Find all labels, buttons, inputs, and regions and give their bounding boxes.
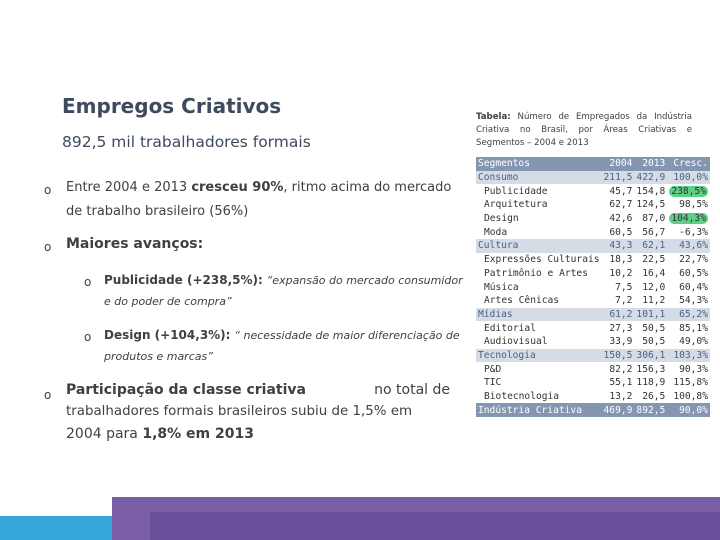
row-value: 103,3% — [667, 349, 710, 363]
header-cell: 2004 — [602, 157, 635, 171]
header-cell: Segmentos — [476, 157, 602, 171]
row-value: 45,7 — [602, 184, 635, 198]
table-row — [476, 212, 710, 226]
row-value: 22,5 — [634, 253, 667, 267]
table-row — [476, 267, 710, 281]
row-value: 12,0 — [634, 280, 667, 294]
table-row — [476, 376, 710, 390]
bullet-1-post: , ritmo acima do mercado — [283, 180, 452, 195]
row-label: Consumo — [476, 171, 602, 185]
row-label: Patrimônio e Artes — [476, 267, 602, 281]
caption-text: Número de Empregados da Indústria Criativa no Brasil, por Áreas Criativas e Segmentos – 2004 e 2013 — [476, 112, 692, 148]
row-value: 33,9 — [602, 335, 635, 349]
highlight-badge: 238,5% — [671, 185, 706, 197]
row-value: 118,9 — [636, 377, 666, 389]
row-value: 82,2 — [602, 362, 635, 376]
highlight-badge: 104,3% — [671, 213, 706, 225]
row-value: 469,9 — [603, 404, 633, 416]
row-value: 101,1 — [636, 308, 666, 320]
row-value: 156,3 — [636, 363, 666, 375]
row-value: -6,3% — [667, 225, 710, 239]
bullet-3-line3-pre: 2004 para — [66, 426, 138, 442]
row-value: 60,4% — [667, 280, 710, 294]
header-cell: Cresc. — [667, 157, 710, 171]
row-value: 50,5 — [634, 321, 667, 335]
sub-bullet-1-bold: Publicidade (+238,5%): — [104, 273, 263, 287]
row-label: Editorial — [476, 321, 602, 335]
row-label: Cultura — [476, 239, 602, 253]
row-value: 49,0% — [667, 335, 710, 349]
table-row — [476, 335, 710, 349]
sub-bullet-1-italic: “expansão do mercado consumidor — [266, 274, 463, 287]
bullet-marker: o — [84, 330, 92, 344]
row-label: Artes Cênicas — [476, 294, 602, 308]
bullet-2: Maiores avanços: — [66, 236, 204, 252]
row-value: 115,8% — [667, 376, 710, 390]
bullet-3 — [66, 378, 450, 402]
row-value: 154,8 — [636, 185, 666, 197]
table-row — [476, 184, 710, 198]
table-row — [476, 390, 710, 404]
row-value: 55,1 — [602, 376, 635, 390]
row-value: 43,6% — [667, 239, 710, 253]
page-subtitle: 892,5 mil trabalhadores formais — [62, 133, 311, 151]
bullet-marker: o — [44, 183, 52, 197]
table-header-row — [476, 157, 710, 171]
row-value: 98,5% — [667, 198, 710, 212]
table-row — [476, 198, 710, 212]
bullet-marker: o — [84, 275, 92, 289]
table-row — [476, 362, 710, 376]
row-value: 11,2 — [634, 294, 667, 308]
row-value: 61,2 — [602, 308, 635, 322]
row-value: 306,1 — [636, 349, 666, 361]
row-value: 65,2% — [667, 308, 710, 322]
row-value: 13,2 — [602, 390, 635, 404]
row-value: 90,3% — [667, 362, 710, 376]
row-value: 22,7% — [667, 253, 710, 267]
row-value — [667, 212, 710, 226]
employment-table — [476, 157, 710, 417]
caption-bold: Tabela: — [476, 112, 511, 122]
row-label: Design — [476, 212, 602, 226]
row-value: 50,5 — [634, 335, 667, 349]
row-value: 150,5 — [603, 349, 633, 361]
row-value: 42,6 — [602, 212, 635, 226]
row-label: Moda — [476, 225, 602, 239]
row-value: 56,7 — [634, 225, 667, 239]
bullet-3-line3 — [66, 422, 254, 446]
row-label: Arquitetura — [476, 198, 602, 212]
table-row — [476, 321, 710, 335]
row-label: Expressões Culturais — [476, 253, 602, 267]
bullet-3-bold: Participação da classe criativa — [66, 382, 306, 398]
row-value: 43,3 — [602, 239, 635, 253]
row-label: P&D — [476, 362, 602, 376]
sub-bullet-2-italic: “ necessidade de maior diferenciação de — [234, 329, 460, 342]
bullet-marker: o — [44, 388, 52, 402]
sub-bullet-2-bold: Design (+104,3%): — [104, 328, 231, 342]
row-value: 62,1 — [634, 239, 667, 253]
bullet-3-line2: trabalhadores formais brasileiros subiu de 1,5% em — [66, 404, 413, 419]
row-value: 85,1% — [667, 321, 710, 335]
row-value: 211,5 — [603, 172, 633, 184]
row-value: 7,5 — [602, 280, 635, 294]
row-value: 124,5 — [636, 199, 666, 211]
row-label: Indústria Criativa — [476, 403, 602, 417]
bullet-1-bold: cresceu 90% — [191, 180, 284, 195]
row-label: Tecnologia — [476, 349, 602, 363]
bullet-1-line2: de trabalho brasileiro (56%) — [66, 204, 249, 219]
row-value: 26,5 — [634, 390, 667, 404]
bullet-1-pre: Entre 2004 e 2013 — [66, 180, 188, 195]
sub-bullet-1-line2: e do poder de compra” — [104, 295, 232, 308]
row-value: 7,2 — [602, 294, 635, 308]
row-value: 100,8% — [667, 390, 710, 404]
row-label: Biotecnologia — [476, 390, 602, 404]
bullet-3-line3-bold: 1,8% em 2013 — [142, 426, 254, 442]
page-title: Empregos Criativos — [62, 94, 282, 118]
row-value: 16,4 — [634, 267, 667, 281]
row-value: 60,5% — [667, 267, 710, 281]
row-value: 892,5 — [636, 404, 666, 416]
row-value: 54,3% — [667, 294, 710, 308]
table-row — [476, 308, 710, 322]
row-value: 87,0 — [634, 212, 667, 226]
table-row — [476, 225, 710, 239]
bullet-3-rest: no total de — [374, 382, 450, 398]
table-row — [476, 280, 710, 294]
table-row — [476, 239, 710, 253]
row-value: 27,3 — [602, 321, 635, 335]
row-value — [667, 184, 710, 198]
table-row — [476, 253, 710, 267]
row-label: Audiovisual — [476, 335, 602, 349]
bullet-marker: o — [44, 240, 52, 254]
row-value: 10,2 — [602, 267, 635, 281]
sub-bullet-2-line2: produtos e marcas” — [104, 350, 213, 363]
row-value: 422,9 — [636, 172, 666, 184]
row-value: 90,0% — [667, 403, 710, 417]
row-value: 100,0% — [667, 171, 710, 185]
footer-band-purple-dark — [150, 512, 720, 540]
table-row — [476, 171, 710, 185]
table-row — [476, 403, 710, 417]
header-cell: 2013 — [634, 157, 667, 171]
row-label: Mídias — [476, 308, 602, 322]
row-label: Publicidade — [476, 184, 602, 198]
table-caption — [476, 111, 692, 150]
table-row — [476, 349, 710, 363]
row-label: TIC — [476, 376, 602, 390]
row-value: 18,3 — [602, 253, 635, 267]
table-row — [476, 294, 710, 308]
row-value: 60,5 — [602, 225, 635, 239]
bullet-1 — [66, 176, 451, 200]
row-value: 62,7 — [602, 198, 635, 212]
row-label: Música — [476, 280, 602, 294]
